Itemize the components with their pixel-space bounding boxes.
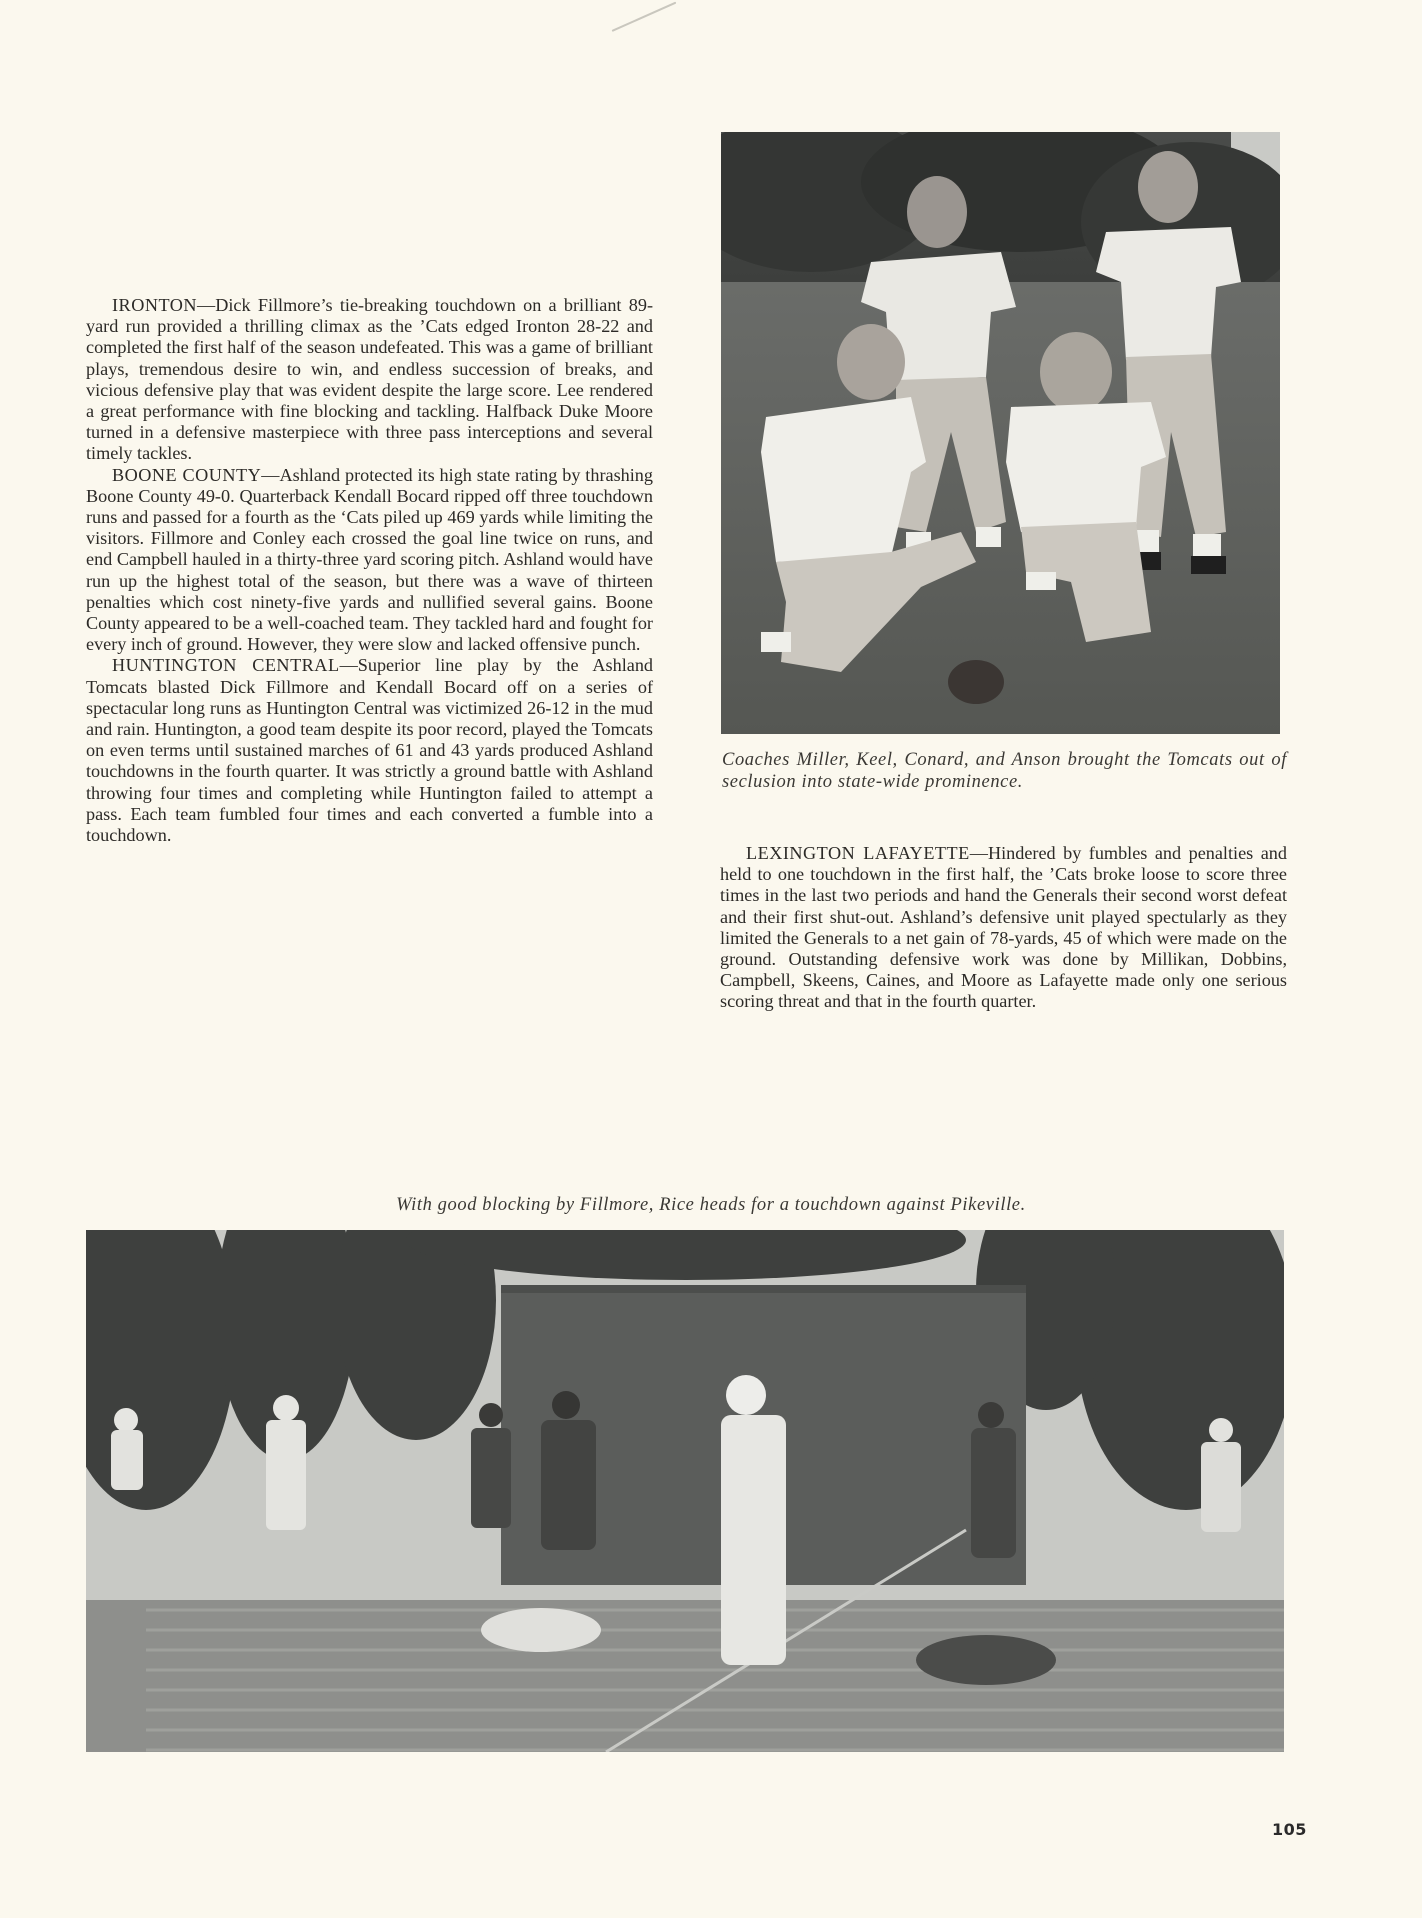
paragraph-heading: BOONE COUNTY xyxy=(112,464,262,485)
left-text-column xyxy=(86,295,653,846)
pen-mark xyxy=(612,2,677,32)
game-photo-caption: With good blocking by Fillmore, Rice heads for a touchdown against Pikeville. xyxy=(396,1195,1026,1215)
game-photo-image xyxy=(86,1230,1284,1752)
coaches-photo xyxy=(721,132,1280,734)
page-number: 105 xyxy=(1272,1820,1307,1839)
article-paragraph-ironton xyxy=(86,295,653,465)
player-21-ball-carrier xyxy=(721,1375,786,1665)
paragraph-heading: LEXINGTON LAFAYETTE xyxy=(746,843,970,863)
paragraph-heading: HUNTINGTON CENTRAL xyxy=(112,655,340,676)
right-text-column xyxy=(720,843,1287,1013)
article-paragraph-boone-county xyxy=(86,465,653,656)
coaches-photo-caption: Coaches Miller, Keel, Conard, and Anson brought the Tomcats out of seclusion into state-wide prominence. xyxy=(722,750,1287,792)
coaches-photo-image xyxy=(721,132,1280,734)
paragraph-body: —Superior line play by the Ashland Tomcats blasted Dick Fillmore and Kendall Bocard off on a series of spectacular long runs as Huntington Central was victimized 26-12 in the mud and rain. Huntington, a good team despite its poor record, played the Tomcats on even terms until sustained marches of 61 and 43 yards produced Ashland touchdowns in the fourth quarter. It was strictly a ground battle with Ashland throwing four times and completing while Huntington failed to attempt a pass. Each team fumbled four times and each converted a fumble into a touchdown. xyxy=(86,655,654,846)
paragraph-body: —Hindered by fumbles and penalties and held to one touchdown in the first half, the ’Cats broke loose to score three times in the last two periods and hand the Generals their second worst defeat and their first shut-out. Ashland’s defensive unit played spectularly as they limited the Generals to a net gain of 78-yards, 45 of which were made on the ground. Outstanding defensive work was done by Millikan, Dobbins, Campbell, Skeens, Caines, and Moore as Lafayette made only one serious scoring threat and that in the fourth quarter. xyxy=(720,843,1287,1012)
article-paragraph-lexington-lafayette xyxy=(720,843,1287,1013)
paragraph-body: —Dick Fillmore’s tie-breaking touchdown on a brilliant 89-yard run provided a thrilling climax as the ’Cats edged Ironton 28-22 and completed the first half of the season undefeated. This was a game of brilliant plays, tremendous desire to win, and endless succession of breaks, and vicious defensive play that was evident despite the large score. Lee rendered a great performance with fine blocking and tackling. Halfback Duke Moore turned in a defensive masterpiece with three pass interceptions and several timely tackles. xyxy=(86,295,653,464)
football xyxy=(948,660,1004,704)
article-paragraph-huntington-central xyxy=(86,655,653,846)
paragraph-heading: IRONTON xyxy=(112,295,198,315)
game-action-photo xyxy=(86,1230,1284,1752)
paragraph-body: —Ashland protected its high state rating by thrashing Boone County 49-0. Quarterback Kendall Bocard ripped off three touchdown runs and passed for a fourth as the ‘Cats piled up 469 yards while limiting the visitors. Fillmore and Conley each crossed the goal line twice on runs, and end Campbell hauled in a thirty-three yard scoring pitch. Ashland would have run up the highest total of the season, but there was a wave of thirteen penalties which cost ninety-five yards and nullified several gains. Boone County appeared to be a well-coached team. They tackled hard and fought for every inch of ground. However, they were slow and lacked offensive punch. xyxy=(86,464,653,655)
